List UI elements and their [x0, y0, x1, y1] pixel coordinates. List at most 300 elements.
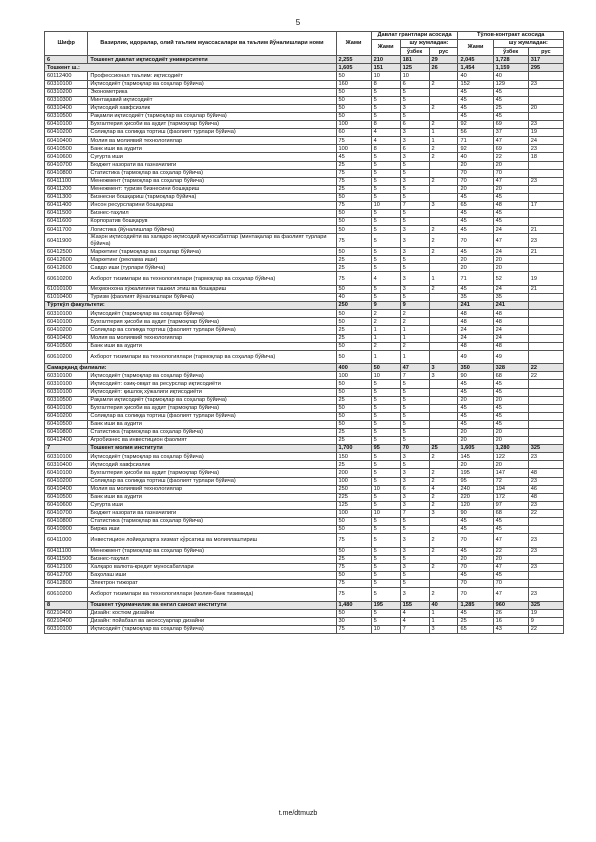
cell-grant-rus: 1 — [429, 609, 458, 617]
cell-total: 225 — [336, 493, 371, 501]
cell-code: 60310500 — [45, 112, 88, 120]
cell-grant-rus: 25 — [429, 445, 458, 453]
cell-code: 60411200 — [45, 185, 88, 193]
cell-total: 75 — [336, 234, 371, 248]
cell-grant-uzbek: 9 — [400, 302, 429, 310]
cell-contract-total: 92 — [458, 121, 493, 129]
cell-grant-total: 5 — [371, 404, 400, 412]
cell-grant-uzbek: 155 — [400, 601, 429, 609]
cell-code: 7 — [45, 445, 88, 453]
cell-grant-rus: 4 — [429, 485, 458, 493]
cell-grant-total: 5 — [371, 428, 400, 436]
cell-contract-total: 35 — [458, 294, 493, 302]
cell-code: 60410100 — [45, 469, 88, 477]
cell-name: Иқтисодиёт: озиқ-овқат ва ресурслар иқтисодиёти — [88, 380, 336, 388]
cell-contract-total: 95 — [458, 477, 493, 485]
cell-total: 50 — [336, 310, 371, 318]
cell-grant-rus — [429, 437, 458, 445]
cell-contract-rus — [528, 526, 563, 534]
cell-contract-rus: 22 — [528, 364, 563, 372]
cell-contract-uzbek: 24 — [493, 248, 528, 256]
cell-grant-uzbek: 5 — [400, 161, 429, 169]
cell-grant-uzbek: 3 — [400, 588, 429, 602]
cell-contract-uzbek: 24 — [493, 334, 528, 342]
cell-contract-total: 120 — [458, 501, 493, 509]
cell-name: Иқтисодиёт: қишлоқ хўжалиги иқтисодиёти — [88, 388, 336, 396]
cell-contract-rus: 23 — [528, 477, 563, 485]
cell-total: 250 — [336, 302, 371, 310]
cell-contract-rus: 325 — [528, 445, 563, 453]
table-row — [45, 285, 564, 293]
cell-total: 50 — [336, 112, 371, 120]
cell-name: Бухгалтерия ҳисоби ва аудит (тармоқлар бўйича) — [88, 469, 336, 477]
cell-contract-total: 20 — [458, 256, 493, 264]
table-row — [45, 169, 564, 177]
cell-contract-total: 20 — [458, 555, 493, 563]
cell-grant-total: 151 — [371, 64, 400, 72]
cell-name: Бюджет назорати ва ғазначилиги — [88, 161, 336, 169]
cell-contract-total: 45 — [458, 218, 493, 226]
table-row — [45, 555, 564, 563]
cell-contract-total: 65 — [458, 625, 493, 633]
table-row — [45, 294, 564, 302]
cell-name: Суғурта иши — [88, 501, 336, 509]
cell-code: 60112400 — [45, 72, 88, 80]
cell-contract-uzbek: 241 — [493, 302, 528, 310]
table-row — [45, 318, 564, 326]
cell-grant-uzbek: 7 — [400, 625, 429, 633]
cell-code: 60410800 — [45, 518, 88, 526]
header-total: Жами — [336, 32, 371, 56]
cell-code: 60412700 — [45, 571, 88, 579]
cell-grant-rus — [429, 302, 458, 310]
cell-contract-total: 40 — [458, 153, 493, 161]
cell-grant-rus — [429, 72, 458, 80]
cell-total: 30 — [336, 617, 371, 625]
cell-contract-rus — [528, 334, 563, 342]
cell-grant-total: 5 — [371, 104, 400, 112]
cell-total: 1,700 — [336, 445, 371, 453]
cell-grant-total: 5 — [371, 580, 400, 588]
cell-contract-rus — [528, 461, 563, 469]
cell-code: 60310400 — [45, 104, 88, 112]
table-row — [45, 80, 564, 88]
cell-grant-total: 10 — [371, 485, 400, 493]
cell-total: 75 — [336, 588, 371, 602]
cell-contract-total: 145 — [458, 453, 493, 461]
cell-grant-rus — [429, 518, 458, 526]
cell-contract-total: 45 — [458, 226, 493, 234]
cell-contract-uzbek: 1,280 — [493, 445, 528, 453]
table-row — [45, 526, 564, 534]
cell-name: Солиқлар ва солиққа тортиш (фаолият турлари бўйича) — [88, 129, 336, 137]
page-number: 5 — [295, 18, 301, 27]
cell-grant-total: 10 — [371, 509, 400, 517]
cell-name: Молия ва молиявий технологиялар — [88, 334, 336, 342]
cell-grant-rus: 2 — [429, 547, 458, 555]
cell-contract-rus — [528, 326, 563, 334]
cell-contract-rus: 23 — [528, 145, 563, 153]
cell-name: Корпоратив бошқарув — [88, 218, 336, 226]
cell-grant-rus — [429, 412, 458, 420]
cell-contract-rus: 325 — [528, 601, 563, 609]
cell-contract-total: 1,285 — [458, 601, 493, 609]
cell-grant-rus: 29 — [429, 56, 458, 64]
cell-grant-total: 5 — [371, 617, 400, 625]
cell-grant-uzbek: 3 — [400, 137, 429, 145]
cell-grant-total: 8 — [371, 121, 400, 129]
cell-contract-rus: 24 — [528, 137, 563, 145]
cell-contract-total: 71 — [458, 272, 493, 286]
cell-contract-rus — [528, 218, 563, 226]
cell-contract-rus — [528, 161, 563, 169]
cell-code: 60410500 — [45, 493, 88, 501]
cell-grant-rus — [429, 571, 458, 579]
cell-total: 100 — [336, 477, 371, 485]
cell-grant-total: 195 — [371, 601, 400, 609]
table-row — [45, 256, 564, 264]
cell-name: Эконометрика — [88, 88, 336, 96]
cell-contract-uzbek: 47 — [493, 234, 528, 248]
cell-contract-rus — [528, 302, 563, 310]
cell-contract-rus — [528, 580, 563, 588]
cell-total: 50 — [336, 420, 371, 428]
cell-contract-uzbek: 16 — [493, 617, 528, 625]
cell-grant-uzbek: 3 — [400, 153, 429, 161]
cell-total: 50 — [336, 342, 371, 350]
cell-grant-rus: 2 — [429, 469, 458, 477]
cell-contract-uzbek: 48 — [493, 201, 528, 209]
cell-contract-uzbek: 122 — [493, 453, 528, 461]
cell-contract-uzbek: 43 — [493, 625, 528, 633]
cell-grant-uzbek: 3 — [400, 129, 429, 137]
table-row — [45, 272, 564, 286]
cell-contract-total: 241 — [458, 302, 493, 310]
cell-contract-uzbek: 45 — [493, 404, 528, 412]
cell-code: 60410400 — [45, 334, 88, 342]
cell-contract-total: 1,605 — [458, 445, 493, 453]
cell-grant-total: 5 — [371, 609, 400, 617]
cell-contract-total: 220 — [458, 493, 493, 501]
table-row — [45, 112, 564, 120]
cell-contract-total: 45 — [458, 571, 493, 579]
cell-grant-uzbek: 1 — [400, 334, 429, 342]
cell-name: Бизнес-таҳлил — [88, 210, 336, 218]
cell-grant-uzbek: 3 — [400, 285, 429, 293]
cell-contract-uzbek: 45 — [493, 420, 528, 428]
cell-contract-total: 45 — [458, 412, 493, 420]
cell-grant-uzbek: 5 — [400, 380, 429, 388]
cell-name: Молия ва молиявий технологиялар — [88, 137, 336, 145]
cell-contract-total: 45 — [458, 420, 493, 428]
cell-contract-uzbek: 45 — [493, 193, 528, 201]
table-row — [45, 234, 564, 248]
table-row-subtotal — [45, 56, 564, 64]
cell-grant-uzbek: 3 — [400, 493, 429, 501]
table-row — [45, 404, 564, 412]
cell-grant-total: 10 — [371, 72, 400, 80]
cell-contract-total: 2,045 — [458, 56, 493, 64]
cell-contract-total: 45 — [458, 404, 493, 412]
cell-code: 60411500 — [45, 210, 88, 218]
cell-total: 25 — [336, 326, 371, 334]
cell-grant-rus — [429, 404, 458, 412]
table-row-subtotal — [45, 601, 564, 609]
cell-grant-rus — [429, 96, 458, 104]
cell-grant-uzbek: 5 — [400, 218, 429, 226]
table-row — [45, 161, 564, 169]
footer-link: t.me/dtmuzb — [278, 810, 318, 817]
cell-grant-total: 10 — [371, 201, 400, 209]
cell-name: Логистика (йўналишлар бўйича) — [88, 226, 336, 234]
cell-name: Солиқлар ва солиққа тортиш (фаолият турлари бўйича) — [88, 412, 336, 420]
cell-name: Иқтисодиёт (тармоқлар ва соҳалар бўйича) — [88, 372, 336, 380]
cell-contract-total: 70 — [458, 588, 493, 602]
cell-contract-uzbek: 45 — [493, 210, 528, 218]
cell-grant-uzbek: 5 — [400, 256, 429, 264]
cell-contract-rus: 22 — [528, 625, 563, 633]
cell-grant-uzbek: 7 — [400, 509, 429, 517]
header-contract-uzbek: ўзбек — [493, 48, 528, 56]
cell-total: 50 — [336, 404, 371, 412]
table-row-subtotal — [45, 364, 564, 372]
cell-grant-rus — [429, 342, 458, 350]
cell-grant-uzbek: 3 — [400, 469, 429, 477]
cell-grant-total: 5 — [371, 256, 400, 264]
cell-grant-total: 5 — [371, 534, 400, 548]
cell-grant-rus: 2 — [429, 563, 458, 571]
cell-code: 60410200 — [45, 129, 88, 137]
cell-contract-rus — [528, 264, 563, 272]
cell-name: Менежмент (тармоқлар ва соҳалар бўйича) — [88, 177, 336, 185]
cell-code: 60411300 — [45, 193, 88, 201]
cell-contract-total: 20 — [458, 428, 493, 436]
cell-contract-uzbek: 20 — [493, 161, 528, 169]
cell-code: 60310400 — [45, 461, 88, 469]
table-row — [45, 218, 564, 226]
cell-contract-rus: 23 — [528, 234, 563, 248]
cell-contract-rus: 23 — [528, 534, 563, 548]
cell-name: Менежмент: туризм бизнесини бошқариш — [88, 185, 336, 193]
cell-grant-total: 210 — [371, 56, 400, 64]
cell-contract-rus: 17 — [528, 201, 563, 209]
cell-grant-rus: 2 — [429, 145, 458, 153]
cell-contract-total: 65 — [458, 201, 493, 209]
cell-grant-uzbek: 3 — [400, 547, 429, 555]
cell-contract-rus: 23 — [528, 547, 563, 555]
cell-contract-rus — [528, 420, 563, 428]
cell-grant-total: 5 — [371, 153, 400, 161]
cell-contract-uzbek: 25 — [493, 104, 528, 112]
cell-contract-total: 20 — [458, 396, 493, 404]
cell-contract-rus: 23 — [528, 563, 563, 571]
cell-contract-uzbek: 26 — [493, 609, 528, 617]
cell-name: Статистика (тармоқлар ва соҳалар бўйича) — [88, 428, 336, 436]
cell-grant-total: 5 — [371, 547, 400, 555]
cell-grant-uzbek: 3 — [400, 104, 429, 112]
header-grant-total: Жами — [371, 40, 400, 56]
cell-grant-uzbek: 5 — [400, 88, 429, 96]
cell-contract-uzbek: 20 — [493, 396, 528, 404]
cell-contract-rus — [528, 96, 563, 104]
cell-contract-total: 45 — [458, 388, 493, 396]
cell-grant-uzbek: 6 — [400, 485, 429, 493]
cell-grant-rus: 1 — [429, 272, 458, 286]
cell-contract-rus: 23 — [528, 588, 563, 602]
cell-contract-uzbek: 52 — [493, 272, 528, 286]
cell-code: 61010400 — [45, 294, 88, 302]
table-row — [45, 477, 564, 485]
cell-grant-rus: 3 — [429, 372, 458, 380]
cell-contract-total: 24 — [458, 326, 493, 334]
cell-contract-rus: 21 — [528, 285, 563, 293]
cell-grant-uzbek: 5 — [400, 420, 429, 428]
cell-contract-total: 45 — [458, 526, 493, 534]
cell-grant-total: 5 — [371, 380, 400, 388]
cell-grant-uzbek: 1 — [400, 350, 429, 364]
cell-code: 60410700 — [45, 509, 88, 517]
cell-contract-total: 45 — [458, 547, 493, 555]
cell-code: 60410800 — [45, 169, 88, 177]
table-row — [45, 248, 564, 256]
cell-grant-rus — [429, 461, 458, 469]
table-row — [45, 137, 564, 145]
cell-grant-rus: 2 — [429, 501, 458, 509]
cell-grant-uzbek: 2 — [400, 310, 429, 318]
table-row — [45, 334, 564, 342]
cell-contract-uzbek: 1,728 — [493, 56, 528, 64]
cell-contract-rus: 23 — [528, 501, 563, 509]
cell-contract-rus — [528, 388, 563, 396]
cell-contract-uzbek: 147 — [493, 469, 528, 477]
table-row — [45, 350, 564, 364]
cell-total: 50 — [336, 526, 371, 534]
cell-name: Туризм (фаолият йўналишлари бўйича) — [88, 294, 336, 302]
table-row — [45, 469, 564, 477]
cell-total: 50 — [336, 226, 371, 234]
cell-grant-total: 5 — [371, 226, 400, 234]
cell-grant-uzbek: 5 — [400, 264, 429, 272]
table-row — [45, 428, 564, 436]
cell-contract-rus — [528, 518, 563, 526]
cell-grant-total: 5 — [371, 96, 400, 104]
cell-contract-uzbek: 45 — [493, 388, 528, 396]
cell-name: Бухгалтерия ҳисоби ва аудит (тармоқлар бўйича) — [88, 121, 336, 129]
cell-name: Халқаро валюта-кредит муносабатлари — [88, 563, 336, 571]
cell-contract-rus: 23 — [528, 80, 563, 88]
cell-total: 75 — [336, 177, 371, 185]
cell-code: 60411700 — [45, 226, 88, 234]
cell-name: Иқтисодиёт (тармоқлар ва соҳалар бўйича) — [88, 453, 336, 461]
cell-name: Бизнесни бошқариш (тармоқлар бўйича) — [88, 193, 336, 201]
cell-total: 75 — [336, 169, 371, 177]
cell-total: 75 — [336, 272, 371, 286]
cell-name: Статистика (тармоқлар ва соҳалар бўйича) — [88, 518, 336, 526]
cell-contract-uzbek: 72 — [493, 477, 528, 485]
group-label: Тўрткўл факультети: — [45, 302, 337, 310]
cell-grant-rus — [429, 380, 458, 388]
table-row — [45, 264, 564, 272]
cell-contract-total: 45 — [458, 104, 493, 112]
cell-name: Электрон тижорат — [88, 580, 336, 588]
table-row — [45, 185, 564, 193]
cell-contract-uzbek: 35 — [493, 294, 528, 302]
cell-code: 8 — [45, 601, 88, 609]
cell-contract-rus: 23 — [528, 121, 563, 129]
cell-contract-total: 20 — [458, 461, 493, 469]
cell-total: 50 — [336, 248, 371, 256]
table-row — [45, 485, 564, 493]
cell-contract-total: 48 — [458, 318, 493, 326]
cell-total: 25 — [336, 264, 371, 272]
cell-contract-total: 350 — [458, 364, 493, 372]
cell-total: 50 — [336, 218, 371, 226]
cell-name: Статистика (тармоқлар ва соҳалар бўйича) — [88, 169, 336, 177]
cell-grant-total: 5 — [371, 396, 400, 404]
cell-grant-rus: 2 — [429, 534, 458, 548]
cell-grant-rus — [429, 218, 458, 226]
cell-total: 2,255 — [336, 56, 371, 64]
cell-grant-uzbek: 3 — [400, 477, 429, 485]
cell-total: 50 — [336, 412, 371, 420]
cell-grant-uzbek: 5 — [400, 294, 429, 302]
cell-contract-total: 71 — [458, 137, 493, 145]
table-row — [45, 412, 564, 420]
cell-code: 60310100 — [45, 625, 88, 633]
cell-grant-uzbek: 3 — [400, 501, 429, 509]
cell-code: 60410100 — [45, 404, 88, 412]
cell-contract-uzbek: 45 — [493, 526, 528, 534]
cell-grant-total: 5 — [371, 518, 400, 526]
cell-grant-total: 5 — [371, 234, 400, 248]
cell-contract-total: 240 — [458, 485, 493, 493]
cell-contract-total: 20 — [458, 264, 493, 272]
cell-grant-rus — [429, 388, 458, 396]
cell-grant-uzbek: 3 — [400, 453, 429, 461]
cell-grant-total: 5 — [371, 294, 400, 302]
table-row — [45, 129, 564, 137]
cell-grant-rus — [429, 318, 458, 326]
cell-contract-rus — [528, 412, 563, 420]
cell-code: 60411900 — [45, 234, 88, 248]
cell-contract-uzbek: 24 — [493, 326, 528, 334]
cell-grant-uzbek: 5 — [400, 388, 429, 396]
cell-grant-total: 4 — [371, 129, 400, 137]
cell-contract-rus — [528, 88, 563, 96]
cell-grant-rus: 26 — [429, 64, 458, 72]
header-grant-rus: рус — [429, 48, 458, 56]
cell-contract-uzbek: 20 — [493, 555, 528, 563]
table-row — [45, 153, 564, 161]
table-row — [45, 437, 564, 445]
cell-name: Молия ва молиявий технологиялар — [88, 485, 336, 493]
cell-contract-uzbek: 47 — [493, 588, 528, 602]
cell-name: Бюджет назорати ва ғазначилиги — [88, 509, 336, 517]
cell-contract-rus: 23 — [528, 453, 563, 461]
cell-contract-uzbek: 37 — [493, 129, 528, 137]
cell-name: Солиқлар ва солиққа тортиш (фаолият турлари бўйича) — [88, 477, 336, 485]
cell-code: 60410500 — [45, 342, 88, 350]
table-row — [45, 372, 564, 380]
cell-contract-uzbek: 48 — [493, 310, 528, 318]
cell-grant-rus: 3 — [429, 201, 458, 209]
cell-contract-rus — [528, 193, 563, 201]
cell-code: 60310100 — [45, 80, 88, 88]
cell-total: 50 — [336, 193, 371, 201]
cell-name: Солиқлар ва солиққа тортиш (фаолият турлари бўйича) — [88, 326, 336, 334]
cell-contract-uzbek: 1,159 — [493, 64, 528, 72]
cell-contract-total: 70 — [458, 169, 493, 177]
